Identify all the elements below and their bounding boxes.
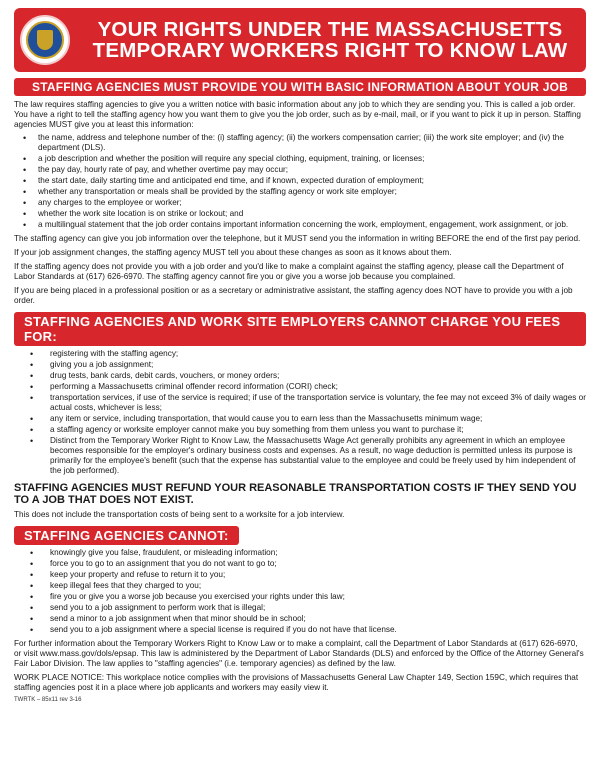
list-item: • drug tests, bank cards, debit cards, vouchers, or money orders;: [14, 371, 586, 381]
list-item: • whether the work site location is on strike or lockout; and: [14, 209, 586, 219]
list-item: • whether any transportation or meals shall be provided by the staffing agency or work site employer;: [14, 187, 586, 197]
section1-para-1: The staffing agency can give you job information over the telephone, but it MUST send you the information in writing BEFORE the end of the first pay period.: [14, 234, 581, 243]
list-item: • keep illegal fees that they charged to you;: [14, 581, 586, 591]
title-line-1: YOUR RIGHTS UNDER THE MASSACHUSETTS: [97, 18, 563, 41]
list-item: • the name, address and telephone number of the: (i) staffing agency; (ii) the workers compensation carrier; (iii) the work site employer; and (iv) the department (DLS).: [14, 133, 586, 153]
section3-list: [14, 548, 586, 635]
footer-info: For further information about the Temporary Workers Right to Know Law or to make a complaint, call the Department of Labor Standards at (617) 626-6970, or visit www.mass.gov/dols/epsap. This law is administered by the Department of Labor Standards (DLS) and enforced by the Office of the Attorney General's Fair Labor Division. The law applies to "staffing agencies" (i.e. temporary agencies) as defined by the law.: [14, 639, 584, 668]
section-heading-no-fees: STAFFING AGENCIES AND WORK SITE EMPLOYERS CANNOT CHARGE YOU FEES FOR:: [14, 312, 586, 346]
list-item: • the pay day, hourly rate of pay, and whether overtime pay may occur;: [14, 165, 586, 175]
section1-para-4: If you are being placed in a professional position or as a secretary or administrative assistant, the staffing agency does NOT have to provide you with a job order.: [14, 286, 573, 305]
workplace-notice: WORK PLACE NOTICE: This workplace notice complies with the provisions of Massachusetts General Law Chapter 149, Section 159C, which requires that staffing agencies post it in a place where job applicants and workers may easily view it.: [14, 673, 579, 692]
section-heading-cannot: STAFFING AGENCIES CANNOT:: [14, 526, 239, 545]
title-line-2: TEMPORARY WORKERS RIGHT TO KNOW LAW: [92, 39, 568, 62]
section-heading-basic-info: STAFFING AGENCIES MUST PROVIDE YOU WITH BASIC INFORMATION ABOUT YOUR JOB: [14, 78, 586, 96]
section1-para-3: If the staffing agency does not provide you with a job order and you'd like to make a complaint against the staffing agency, please call the Department of Labor Standards at (617) 626-6970. The staffing agency cannot fire you or give you a worse job because you complained.: [14, 262, 564, 281]
list-item: • force you to go to an assignment that you do not want to go to;: [14, 559, 586, 569]
form-code: TWRTK – 85x11 rev 3-16: [14, 697, 82, 703]
notice-page: [14, 8, 586, 764]
page-title: [80, 19, 580, 61]
list-item: • transportation services, if use of the service is required; if use of the transportation service is voluntary, the fee may not exceed 3% of daily wages or actual costs, whichever is less;: [14, 393, 586, 413]
list-item: • fire you or give you a worse job because you exercised your rights under this law;: [14, 592, 586, 602]
list-item: • knowingly give you false, fraudulent, or misleading information;: [14, 548, 586, 558]
list-item: • a multilingual statement that the job order contains important information concerning the work, employment, engagement, work assignment, or job.: [14, 220, 586, 230]
list-item: • giving you a job assignment;: [14, 360, 586, 370]
list-item: • a job description and whether the position will require any special clothing, equipment, training, or licenses;: [14, 154, 586, 164]
section1-para-2: If your job assignment changes, the staffing agency MUST tell you about these changes as soon as it knows about them.: [14, 248, 452, 257]
list-item: • Distinct from the Temporary Worker Right to Know Law, the Massachusetts Wage Act generally prohibits any agreement in which an employee becomes responsible for the employer's ordinary business costs and expenses. As a result, no wage deduction is permitted unless its purpose is primarily for the employee's benefit (such that the expense has substantial value to the employee and could be freely used by him independent of the job performed).: [14, 436, 586, 476]
list-item: • registering with the staffing agency;: [14, 349, 586, 359]
massachusetts-seal-icon: [20, 15, 70, 65]
list-item: • a staffing agency or worksite employer cannot make you buy something from them unless you want to purchase it;: [14, 425, 586, 435]
header-banner: [14, 8, 586, 72]
list-item: • any charges to the employee or worker;: [14, 198, 586, 208]
refund-heading: STAFFING AGENCIES MUST REFUND YOUR REASONABLE TRANSPORTATION COSTS IF THEY SEND YOU TO A JOB THAT DOES NOT EXIST.: [14, 482, 577, 506]
list-item: • send you to a job assignment where a special license is required if you do not have that license.: [14, 625, 586, 635]
section2-list: [14, 349, 586, 476]
section1-intro: The law requires staffing agencies to give you a written notice with basic information about any job to which they are sending you. This is called a job order. You have a right to tell the staffing agency how you want them to give you the job order, such as by e-mail, mail, or if you want to pick it up in person. Staffing agencies MUST give you at least this information:: [14, 100, 581, 129]
list-item: • keep your property and refuse to return it to you;: [14, 570, 586, 580]
list-item: • send a minor to a job assignment when that minor should be in school;: [14, 614, 586, 624]
list-item: • performing a Massachusetts criminal offender record information (CORI) check;: [14, 382, 586, 392]
refund-note: This does not include the transportation costs of being sent to a worksite for a job interview.: [14, 510, 345, 519]
list-item: • any item or service, including transportation, that would cause you to earn less than the Massachusetts minimum wage;: [14, 414, 586, 424]
section1-list: [14, 133, 586, 230]
list-item: • the start date, daily starting time and anticipated end time, and if known, expected duration of employment;: [14, 176, 586, 186]
list-item: • send you to a job assignment to perform work that is illegal;: [14, 603, 586, 613]
